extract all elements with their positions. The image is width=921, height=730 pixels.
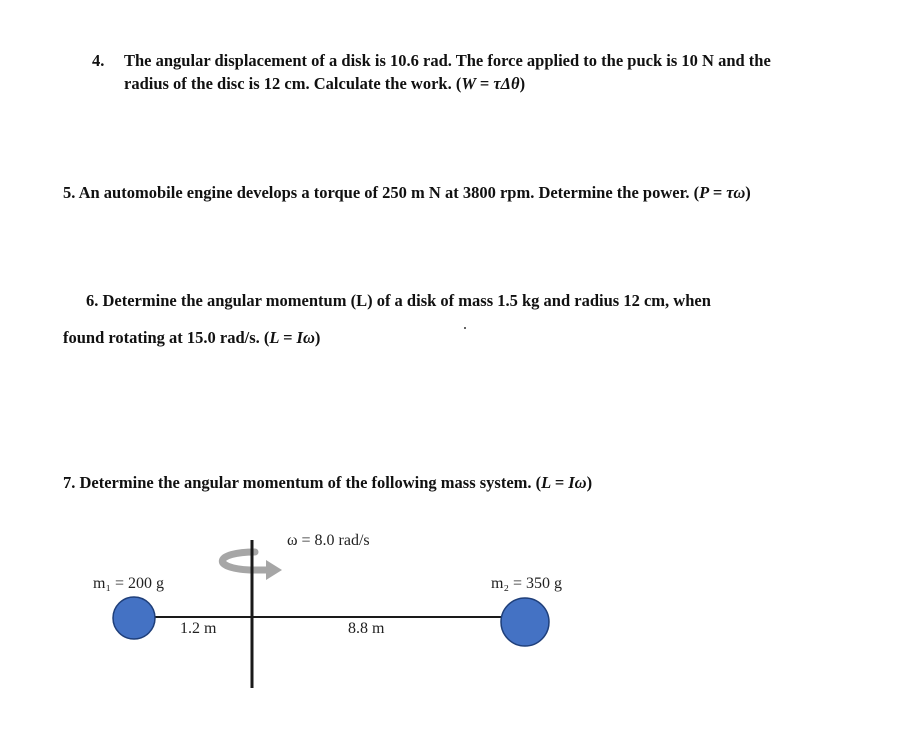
question-7-text: 7. Determine the angular momentum of the following mass system. ( bbox=[63, 473, 542, 492]
question-5-formula: P = τω bbox=[699, 183, 746, 202]
question-5-text: 5. An automobile engine develops a torque of 250 m N at 3800 rpm. Determine the power. ( bbox=[63, 183, 700, 202]
question-7-formula: L = Iω bbox=[541, 473, 587, 492]
question-7-close: ) bbox=[586, 473, 593, 492]
omega-label: ω = 8.0 rad/s bbox=[287, 532, 370, 549]
question-4-formula: W = τΔθ bbox=[461, 74, 520, 93]
rotation-arrow bbox=[222, 552, 268, 570]
question-4-number: 4. bbox=[92, 51, 105, 70]
question-6-formula: L = Iω bbox=[269, 328, 315, 347]
mass-1-label: m₁ = 200 g bbox=[93, 575, 165, 592]
mass-2 bbox=[501, 598, 549, 646]
question-4-line-1: The angular displacement of a disk is 10.6 rad. The force applied to the puck is 10 N and the bbox=[124, 51, 771, 70]
question-4-line-2-text: radius of the disc is 12 cm. Calculate the work. ( bbox=[124, 74, 462, 93]
distance-1-label: 1.2 m bbox=[180, 620, 217, 637]
mass-1 bbox=[113, 597, 155, 639]
distance-2-label: 8.8 m bbox=[348, 620, 385, 637]
question-6-line-2-text: found rotating at 15.0 rad/s. ( bbox=[63, 328, 270, 347]
question-5-close: ) bbox=[745, 183, 751, 202]
mass-2-label: m₂ = 350 g bbox=[491, 575, 563, 592]
rotation-arrowhead bbox=[266, 560, 282, 580]
question-6-line-1: 6. Determine the angular momentum (L) of a disk of mass 1.5 kg and radius 12 cm, when bbox=[86, 291, 711, 310]
question-6-close: ) bbox=[314, 328, 321, 347]
question-4-close: ) bbox=[519, 74, 526, 93]
